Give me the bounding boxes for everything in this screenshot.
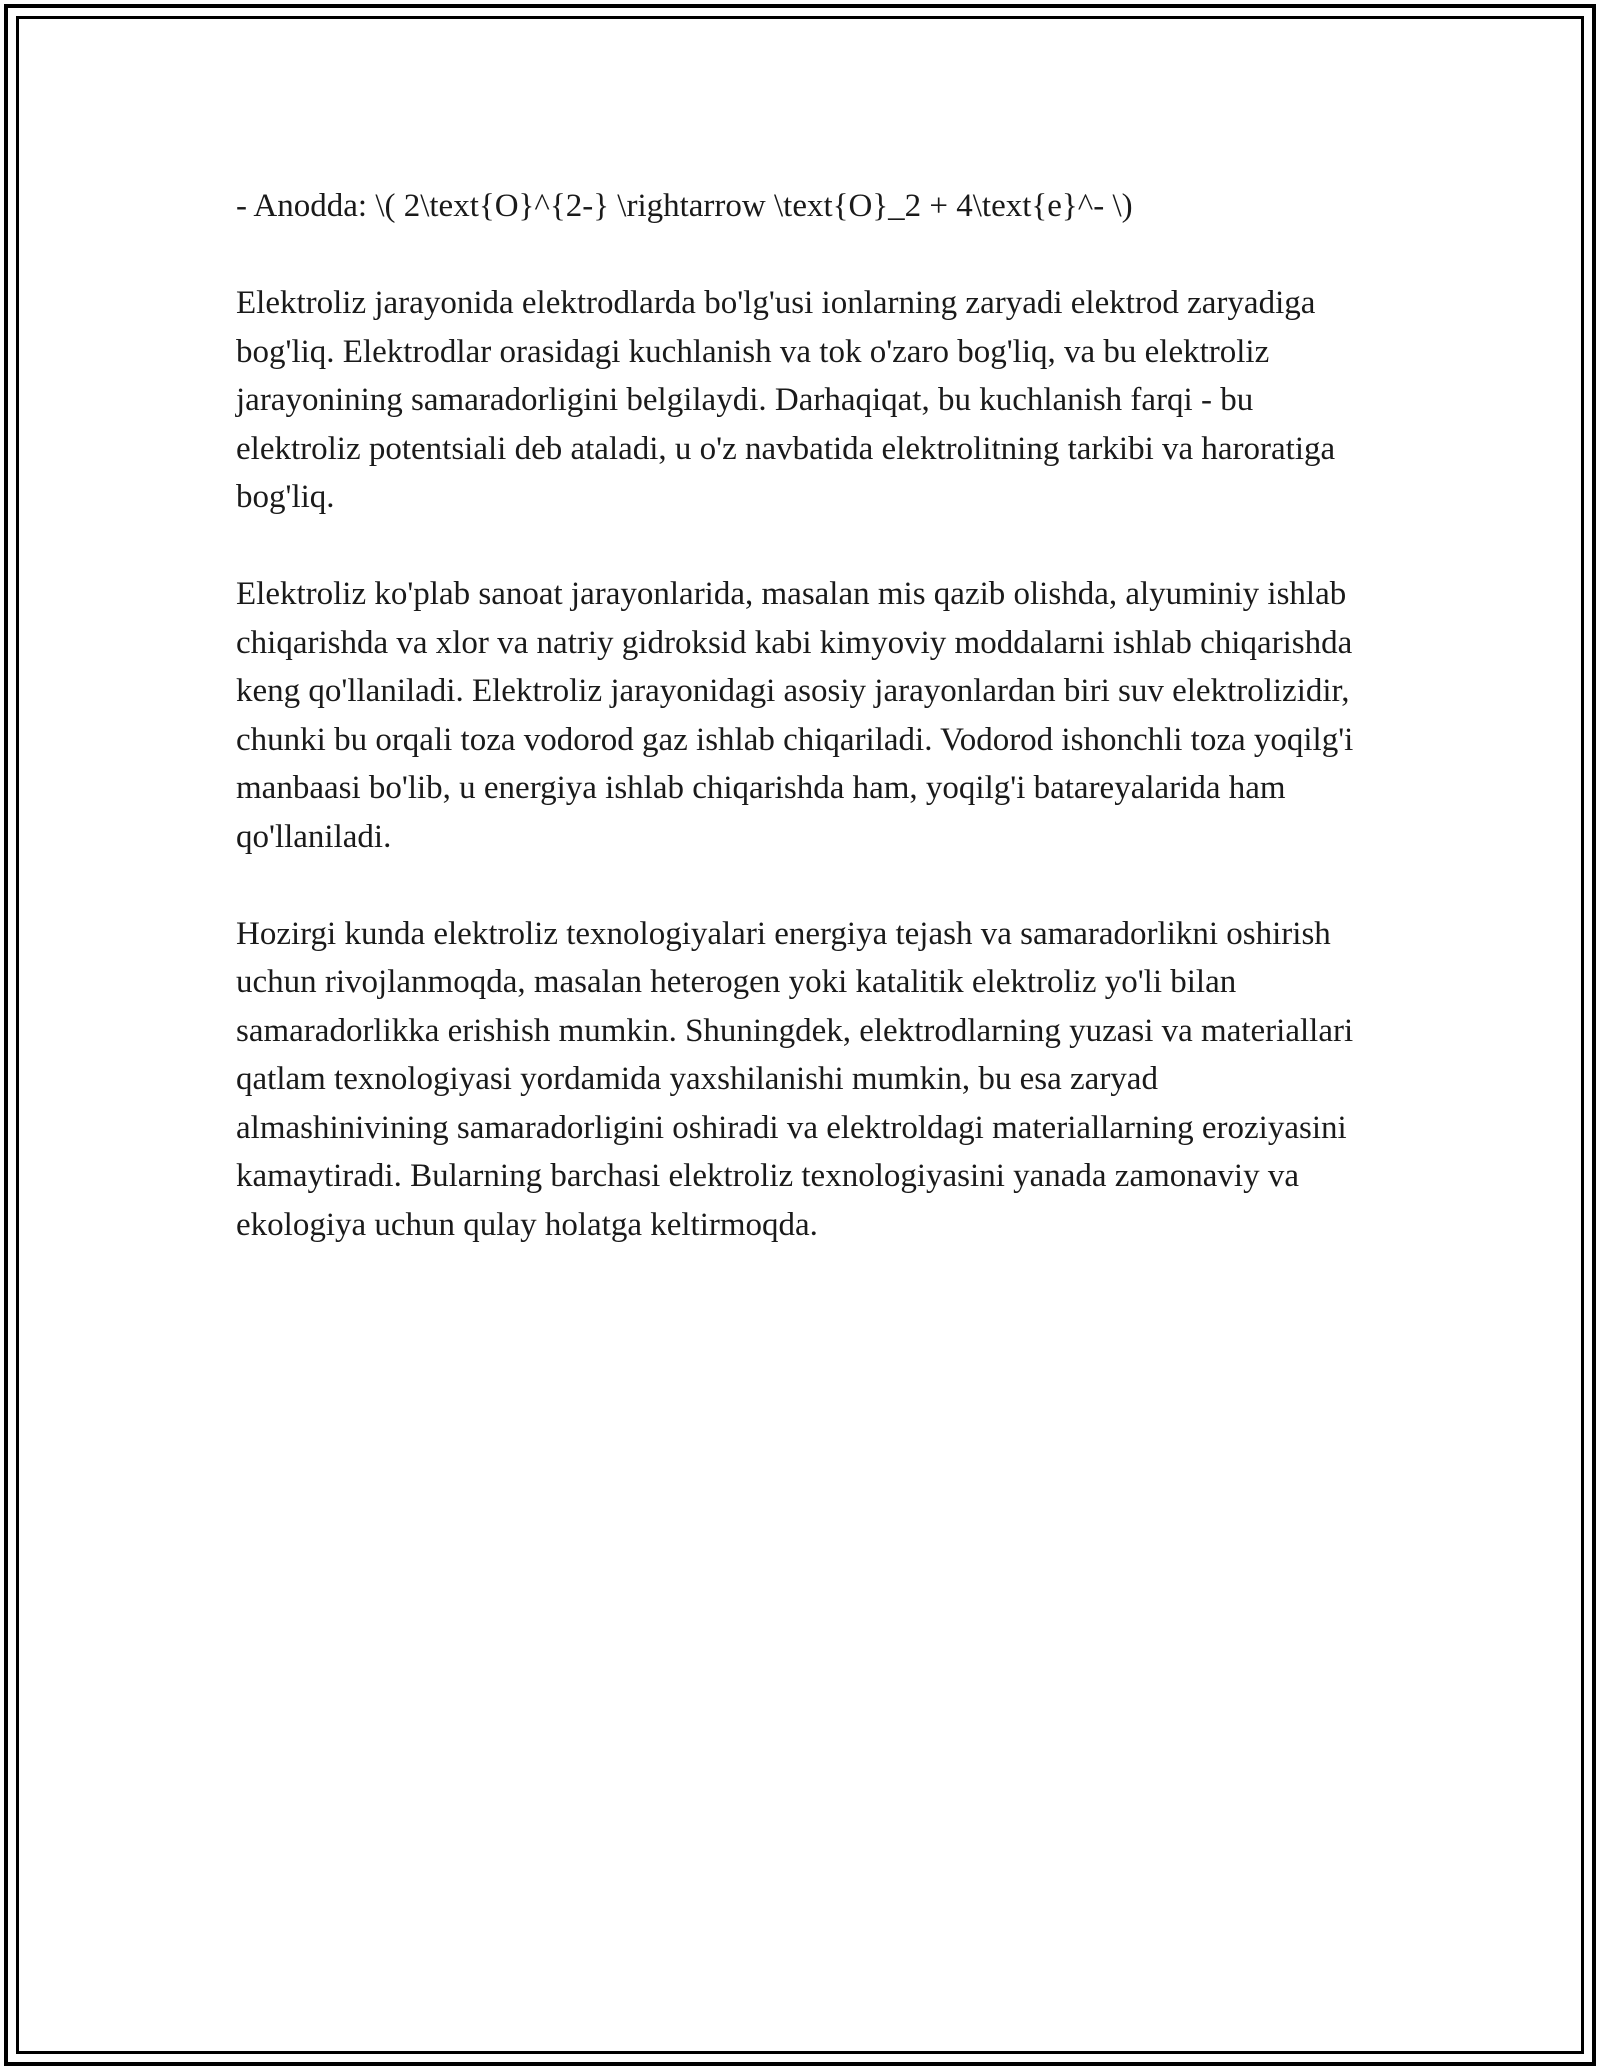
paragraph-electrolysis-potential: Elektroliz jarayonida elektrodlarda bo'lg'usi ionlarning zaryadi elektrod zaryadiga bog'liq. Elektrodlar orasidagi kuchlanish va tok o'zaro bog'liq, va bu elektroliz jarayonining samaradorligini belgilaydi. Darhaqiqat, bu kuchlanish farqi - bu elektroliz potentsiali deb ataladi, u o'z navbatida elektrolitning tarkibi va haroratiga bog'liq. bbox=[236, 285, 1336, 515]
anode-equation-line: - Anodda: \( 2\text{O}^{2-} \rightarrow \text{O}_2 + 4\text{e}^- \) bbox=[236, 188, 1133, 224]
paragraph-modern-technology: Hozirgi kunda elektroliz texnologiyalari energiya tejash va samaradorlikni oshirish uchun rivojlanmoqda, masalan heterogen yoki katalitik elektroliz yo'li bilan samaradorlikka erishish mumkin. Shuningdek, elektrodlarning yuzasi va materiallari qatlam texnologiyasi yordamida yaxshilanishi mumkin, bu esa zaryad almashinivining samaradorligini oshiradi va elektroldagi materiallarning eroziyasini kamaytiradi. Bularning barchasi elektroliz texnologiyasini yanada zamonaviy va ekologiya uchun qulay holatga keltirmoqda. bbox=[236, 915, 1354, 1243]
document-body bbox=[236, 182, 1366, 1298]
paragraph-industrial-uses: Elektroliz ko'plab sanoat jarayonlarida, masalan mis qazib olishda, alyuminiy ishlab chiqarishda va xlor va natriy gidroksid kabi kimyoviy moddalarni ishlab chiqarishda keng qo'llaniladi. Elektroliz jarayonidagi asosiy jarayonlardan biri suv elektrolizidir, chunki bu orqali toza vodorod gaz ishlab chiqariladi. Vodorod ishonchli toza yoqilg'i manbaasi bo'lib, u energiya ishlab chiqarishda ham, yoqilg'i batareyalarida ham qo'llaniladi. bbox=[236, 576, 1354, 855]
